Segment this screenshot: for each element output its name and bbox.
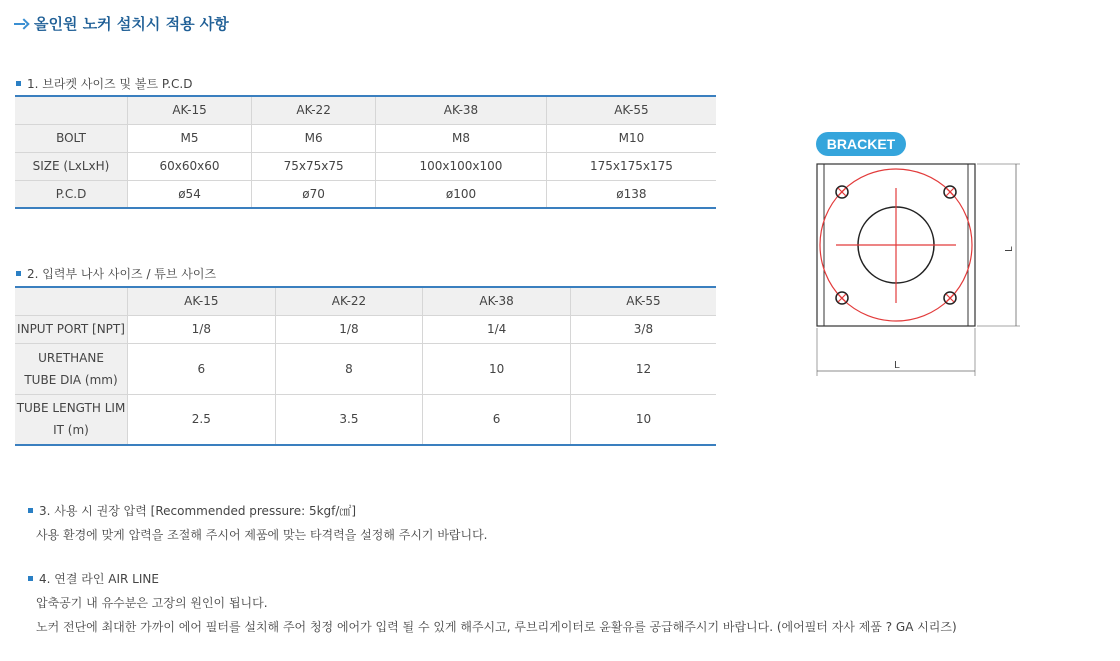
table-cell: M5 <box>128 124 252 152</box>
bolt-hole-icon <box>836 292 848 304</box>
row-label: P.C.D <box>15 180 128 208</box>
section4-heading <box>28 570 159 587</box>
table-cell: 75x75x75 <box>252 152 376 180</box>
bullet-icon <box>28 508 33 513</box>
bullet-icon <box>16 271 21 276</box>
column-header: AK-15 <box>128 96 252 124</box>
page-title: 올인원 노커 설치시 적용 사항 <box>34 15 229 33</box>
table-row <box>15 180 716 208</box>
section3-heading <box>28 502 356 519</box>
row-label-line: TUBE LENGTH LIM <box>16 401 126 416</box>
table-cell: M10 <box>546 124 716 152</box>
bolt-hole-icon <box>944 292 956 304</box>
arrow-right-icon <box>14 17 28 31</box>
column-header: AK-55 <box>546 96 716 124</box>
bolt-hole-icon <box>836 186 848 198</box>
section3-heading-text: 3. 사용 시 권장 압력 [Recommended pressure: 5kgf/㎠] <box>39 504 357 518</box>
table-cell: 6 <box>423 394 571 445</box>
row-label <box>15 343 128 394</box>
dimension-label-bottom: L <box>894 360 900 371</box>
table-cell: 175x175x175 <box>546 152 716 180</box>
table-cell: M8 <box>376 124 547 152</box>
section1-heading-text: 1. 브라켓 사이즈 및 볼트 P.C.D <box>27 77 193 91</box>
section4-text-2: 노커 전단에 최대한 가까이 에어 필터를 설치해 주어 청정 에어가 입력 될 수 있게 해주시고, 루브리게이터로 윤활유를 공급해주시기 바랍니다. (에어필터 자사 제품 ? GA 시리즈) <box>36 620 957 634</box>
column-header: AK-38 <box>423 287 571 315</box>
table-cell: 10 <box>423 343 571 394</box>
bullet-icon <box>28 576 33 581</box>
section3-text: 사용 환경에 맞게 압력을 조절해 주시어 제품에 맞는 타격력을 설정해 주시기 바랍니다. <box>36 528 488 542</box>
table-cell: ø54 <box>128 180 252 208</box>
section2-heading-text: 2. 입력부 나사 사이즈 / 튜브 사이즈 <box>27 267 217 281</box>
bracket-badge: BRACKET <box>816 132 906 156</box>
table-cell: 8 <box>275 343 423 394</box>
column-header: AK-22 <box>252 96 376 124</box>
row-label: SIZE (LxLxH) <box>15 152 128 180</box>
bolt-hole-icon <box>944 186 956 198</box>
table-cell: 3/8 <box>570 315 716 343</box>
table-cell: 100x100x100 <box>376 152 547 180</box>
section4-text-1: 압축공기 내 유수분은 고장의 원인이 됩니다. <box>36 596 268 610</box>
table-cell: ø70 <box>252 180 376 208</box>
page-title-block <box>14 13 229 34</box>
table-row <box>15 152 716 180</box>
port-tube-table <box>15 286 716 446</box>
table-row <box>15 315 716 343</box>
table-cell: 1/4 <box>423 315 571 343</box>
table-header-empty <box>15 96 128 124</box>
table-cell: ø138 <box>546 180 716 208</box>
column-header: AK-38 <box>376 96 547 124</box>
table-cell: 6 <box>128 343 276 394</box>
row-label: INPUT PORT [NPT] <box>15 315 128 343</box>
row-label-line: TUBE DIA (mm) <box>24 372 118 387</box>
table-cell: 1/8 <box>128 315 276 343</box>
table-cell: ø100 <box>376 180 547 208</box>
row-label-line: URETHANE <box>38 350 104 365</box>
table-header-empty <box>15 287 128 315</box>
column-header: AK-15 <box>128 287 276 315</box>
section2-heading <box>16 265 216 282</box>
table-cell: 1/8 <box>275 315 423 343</box>
row-label: BOLT <box>15 124 128 152</box>
table-row <box>15 343 716 394</box>
bullet-icon <box>16 81 21 86</box>
table-cell: 3.5 <box>275 394 423 445</box>
column-header: AK-22 <box>275 287 423 315</box>
column-header: AK-55 <box>570 287 716 315</box>
table-row <box>15 124 716 152</box>
row-label <box>15 394 128 445</box>
table-cell: 12 <box>570 343 716 394</box>
table-row <box>15 394 716 445</box>
table-cell: M6 <box>252 124 376 152</box>
section1-heading <box>16 75 192 92</box>
table-cell: 10 <box>570 394 716 445</box>
bracket-size-table <box>15 95 716 209</box>
bracket-diagram <box>810 128 1030 378</box>
section4-heading-text: 4. 연결 라인 AIR LINE <box>39 572 159 586</box>
table-cell: 60x60x60 <box>128 152 252 180</box>
row-label-line: IT (m) <box>53 423 89 438</box>
table-cell: 2.5 <box>128 394 276 445</box>
dimension-label-right: L <box>1004 246 1015 252</box>
